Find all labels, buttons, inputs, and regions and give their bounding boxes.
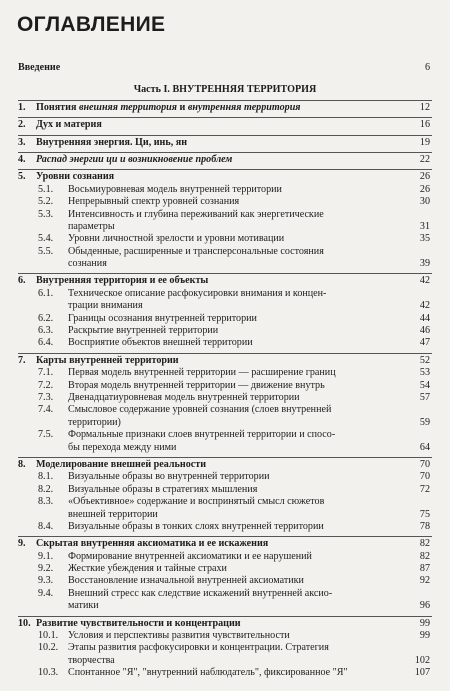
- chapter-title: Внутренняя энергия. Ци, инь, ян: [36, 136, 188, 148]
- chapter-number: 8.: [18, 458, 26, 470]
- subsection-number: 8.3.: [38, 496, 54, 508]
- toc-page-number: 16: [419, 119, 430, 131]
- toc-subsection-entry[interactable]: [0, 246, 450, 258]
- toc-subsection-entry[interactable]: [0, 484, 450, 496]
- toc-page-number: 99: [419, 617, 430, 629]
- toc-subsection-entry[interactable]: [0, 392, 450, 404]
- toc-page-number: 64: [419, 441, 430, 453]
- chapter-block: [0, 135, 450, 152]
- toc-subsection-continuation[interactable]: [0, 300, 450, 312]
- part-title: Часть I. ВНУТРЕННЯЯ ТЕРРИТОРИЯ: [133, 84, 317, 96]
- toc-page-number: 39: [419, 258, 430, 270]
- toc-page-number: 59: [419, 416, 430, 428]
- chapter-list: [0, 100, 450, 683]
- toc-chapter-entry[interactable]: [0, 275, 450, 287]
- toc-page-number: 82: [419, 550, 430, 562]
- subsection-title: территории): [68, 416, 121, 428]
- subsection-title: Жесткие убеждения и тайные страхи: [68, 563, 227, 575]
- toc-page-number: 75: [419, 508, 430, 520]
- toc-chapter-entry[interactable]: [0, 137, 450, 149]
- toc-page-number: 92: [419, 575, 430, 587]
- toc-chapter-entry[interactable]: [0, 102, 450, 114]
- chapter-divider: [18, 273, 432, 274]
- toc-chapter-entry[interactable]: [0, 355, 450, 367]
- toc-subsection-entry[interactable]: [0, 288, 450, 300]
- chapter-number: 7.: [18, 354, 26, 366]
- toc-subsection-entry[interactable]: [0, 325, 450, 337]
- toc-subsection-continuation[interactable]: [0, 258, 450, 270]
- toc-page-number: 107: [414, 667, 430, 679]
- subsection-title: Формирование внутренней аксиоматики и ее нарушений: [68, 550, 312, 562]
- subsection-number: 6.1.: [38, 287, 54, 299]
- chapter-title: Понятия внешняя территория и внутренняя территория: [36, 101, 301, 113]
- toc-page-number: 87: [419, 563, 430, 575]
- toc-subsection-entry[interactable]: [0, 313, 450, 325]
- toc-subsection-entry[interactable]: [0, 575, 450, 587]
- chapter-divider: [18, 536, 432, 537]
- subsection-title: Двенадцатиуровневая модель внутренней территории: [68, 391, 300, 403]
- toc-page-number: 22: [419, 153, 430, 165]
- subsection-title: Этапы развития расфокусировки и концентрации. Стратегия: [68, 642, 329, 654]
- subsection-number: 9.1.: [38, 550, 54, 562]
- toc-subsection-entry[interactable]: [0, 233, 450, 245]
- toc-subsection-continuation[interactable]: [0, 442, 450, 454]
- toc-page-number: 31: [419, 220, 430, 232]
- subsection-number: 7.2.: [38, 379, 54, 391]
- subsection-title: Первая модель внутренней территории — расширение границ: [68, 367, 336, 379]
- toc-chapter-entry[interactable]: [0, 171, 450, 183]
- chapter-number: 4.: [18, 153, 26, 165]
- toc-subsection-entry[interactable]: [0, 551, 450, 563]
- subsection-number: 6.4.: [38, 337, 54, 349]
- toc-page-number: 57: [419, 391, 430, 403]
- subsection-number: 5.4.: [38, 233, 54, 245]
- chapter-number: 5.: [18, 171, 26, 183]
- toc-subsection-entry[interactable]: [0, 404, 450, 416]
- toc-page-number: 78: [419, 520, 430, 532]
- toc-subsection-entry[interactable]: [0, 429, 450, 441]
- toc-subsection-entry[interactable]: [0, 521, 450, 533]
- subsection-number: 8.2.: [38, 483, 54, 495]
- subsection-title: Восстановление изначальной внутренней аксиоматики: [68, 575, 304, 587]
- subsection-title: внешней территории: [68, 508, 158, 520]
- subsection-title: Спонтанное "Я", "внутренний наблюдатель", фиксированное "Я": [68, 667, 348, 679]
- toc-page-number: 12: [419, 101, 430, 113]
- subsection-number: 7.5.: [38, 429, 54, 441]
- subsection-title: параметры: [68, 220, 115, 232]
- toc-entry-label: Введение: [18, 62, 61, 73]
- toc-page-number: 26: [419, 183, 430, 195]
- subsection-number: 9.3.: [38, 575, 54, 587]
- toc-page-number: 53: [419, 367, 430, 379]
- toc-subsection-continuation[interactable]: [0, 509, 450, 521]
- chapter-divider: [18, 117, 432, 118]
- chapter-block: [0, 169, 450, 273]
- subsection-number: 5.2.: [38, 196, 54, 208]
- subsection-title: Визуальные образы во внутренней территории: [68, 471, 270, 483]
- toc-subsection-continuation[interactable]: [0, 600, 450, 612]
- toc-subsection-entry[interactable]: [0, 380, 450, 392]
- subsection-title: «Объективное» содержание и воспринятый смысл сюжетов: [68, 496, 325, 508]
- chapter-divider: [18, 135, 432, 136]
- toc-subsection-entry[interactable]: [0, 184, 450, 196]
- subsection-title: Формальные признаки слоев внутренней территории и спосо-: [68, 429, 336, 441]
- toc-entry-intro[interactable]: [0, 62, 450, 74]
- subsection-number: 7.4.: [38, 404, 54, 416]
- toc-page-number: 54: [419, 379, 430, 391]
- table-of-contents: [0, 62, 450, 683]
- toc-page-number: 70: [419, 458, 430, 470]
- chapter-number: 10.: [18, 617, 31, 629]
- chapter-block: [0, 117, 450, 134]
- toc-subsection-continuation[interactable]: [0, 221, 450, 233]
- part-heading: [0, 84, 450, 96]
- subsection-title: Раскрытие внутренней территории: [68, 325, 219, 337]
- toc-chapter-entry[interactable]: [0, 119, 450, 131]
- chapter-block: [0, 616, 450, 683]
- toc-page-number: 30: [419, 196, 430, 208]
- subsection-title: творчества: [68, 654, 115, 666]
- chapter-title: Уровни сознания: [36, 171, 115, 183]
- toc-subsection-entry[interactable]: [0, 196, 450, 208]
- chapter-title: Скрытая внутренняя аксиоматика и ее искажения: [36, 538, 269, 550]
- toc-subsection-entry[interactable]: [0, 642, 450, 654]
- toc-chapter-entry[interactable]: [0, 618, 450, 630]
- chapter-number: 6.: [18, 275, 26, 287]
- subsection-title: Внешний стресс как следствие искажений внутренней аксио-: [68, 587, 333, 599]
- chapter-block: [0, 273, 450, 352]
- subsection-title: Непрерывный спектр уровней сознания: [68, 196, 240, 208]
- toc-page-number: 6: [424, 62, 430, 73]
- subsection-title: матики: [68, 600, 99, 612]
- subsection-number: 7.3.: [38, 391, 54, 403]
- toc-page-number: 99: [419, 630, 430, 642]
- subsection-title: Восьмиуровневая модель внутренней территории: [68, 183, 282, 195]
- chapter-number: 1.: [18, 101, 26, 113]
- chapter-title: Внутренняя территория и ее объекты: [36, 275, 209, 287]
- subsection-number: 9.4.: [38, 587, 54, 599]
- toc-subsection-entry[interactable]: [0, 209, 450, 221]
- toc-page-number: 96: [419, 600, 430, 612]
- subsection-title: Уровни личностной зрелости и уровни мотивации: [68, 233, 285, 245]
- chapter-divider: [18, 169, 432, 170]
- toc-page-number: 35: [419, 233, 430, 245]
- toc-chapter-entry[interactable]: [0, 154, 450, 166]
- toc-chapter-entry[interactable]: [0, 459, 450, 471]
- toc-subsection-entry[interactable]: [0, 496, 450, 508]
- toc-page-number: 26: [419, 171, 430, 183]
- subsection-number: 10.3.: [38, 667, 59, 679]
- toc-page-number: 47: [419, 337, 430, 349]
- chapter-number: 9.: [18, 538, 26, 550]
- subsection-number: 10.1.: [38, 630, 59, 642]
- toc-page-number: 46: [419, 325, 430, 337]
- subsection-number: 9.2.: [38, 563, 54, 575]
- toc-subsection-entry[interactable]: [0, 367, 450, 379]
- subsection-number: 6.2.: [38, 312, 54, 324]
- subsection-number: 8.4.: [38, 520, 54, 532]
- toc-subsection-entry[interactable]: [0, 471, 450, 483]
- toc-page-number: 19: [419, 136, 430, 148]
- toc-chapter-entry[interactable]: [0, 538, 450, 550]
- chapter-divider: [18, 353, 432, 354]
- toc-page-number: 44: [419, 312, 430, 324]
- subsection-title: трации внимания: [68, 300, 143, 312]
- page-title: ОГЛАВЛЕНИЕ: [17, 13, 166, 36]
- chapter-divider: [18, 616, 432, 617]
- subsection-title: Вторая модель внутренней территории — движение внутрь: [68, 379, 325, 391]
- chapter-divider: [18, 152, 432, 153]
- toc-subsection-entry[interactable]: [0, 667, 450, 679]
- subsection-number: 5.5.: [38, 245, 54, 257]
- chapter-number: 2.: [18, 119, 26, 131]
- chapter-block: [0, 353, 450, 457]
- chapter-title: Развитие чувствительности и концентрации: [36, 617, 241, 629]
- chapter-block: [0, 100, 450, 117]
- chapter-title: Дух и материя: [36, 119, 102, 131]
- chapter-divider: [18, 457, 432, 458]
- subsection-number: 10.2.: [38, 642, 59, 654]
- subsection-title: сознания: [68, 258, 107, 270]
- subsection-number: 5.1.: [38, 183, 54, 195]
- subsection-title: Визуальные образы в стратегиях мышления: [68, 483, 258, 495]
- chapter-block: [0, 152, 450, 169]
- subsection-number: 5.3.: [38, 208, 54, 220]
- toc-subsection-entry[interactable]: [0, 630, 450, 642]
- subsection-title: Техническое описание расфокусировки внимания и концен-: [68, 287, 327, 299]
- subsection-title: Смысловое содержание уровней сознания (слоев внутренней: [68, 404, 332, 416]
- toc-page-number: 72: [419, 483, 430, 495]
- subsection-number: 7.1.: [38, 367, 54, 379]
- toc-subsection-entry[interactable]: [0, 337, 450, 349]
- subsection-title: Визуальные образы в тонких слоях внутренней территории: [68, 520, 324, 532]
- subsection-title: бы перехода между ними: [68, 441, 177, 453]
- toc-subsection-continuation[interactable]: [0, 417, 450, 429]
- subsection-number: 6.3.: [38, 325, 54, 337]
- toc-page-number: 42: [419, 300, 430, 312]
- chapter-number: 3.: [18, 136, 26, 148]
- subsection-title: Условия и перспективы развития чувствительности: [68, 630, 290, 642]
- toc-subsection-entry[interactable]: [0, 588, 450, 600]
- toc-page-number: 82: [419, 538, 430, 550]
- toc-subsection-continuation[interactable]: [0, 655, 450, 667]
- chapter-title: Моделирование внешней реальности: [36, 458, 207, 470]
- subsection-title: Границы осознания внутренней территории: [68, 312, 257, 324]
- chapter-block: [0, 457, 450, 536]
- chapter-title: Распад энергии ци и возникновение проблем: [36, 153, 233, 165]
- subsection-number: 8.1.: [38, 471, 54, 483]
- subsection-title: Интенсивность и глубина переживаний как энергетические: [68, 208, 324, 220]
- chapter-block: [0, 536, 450, 615]
- chapter-title: Карты внутренней территории: [36, 354, 179, 366]
- toc-page-number: 42: [419, 275, 430, 287]
- toc-page-number: 70: [419, 471, 430, 483]
- chapter-divider: [18, 100, 432, 101]
- toc-subsection-entry[interactable]: [0, 563, 450, 575]
- subsection-title: Обыденные, расширенные и трансперсональные состояния: [68, 245, 324, 257]
- toc-page-number: 102: [414, 654, 430, 666]
- subsection-title: Восприятие объектов внешней территории: [68, 337, 253, 349]
- toc-page-number: 52: [419, 354, 430, 366]
